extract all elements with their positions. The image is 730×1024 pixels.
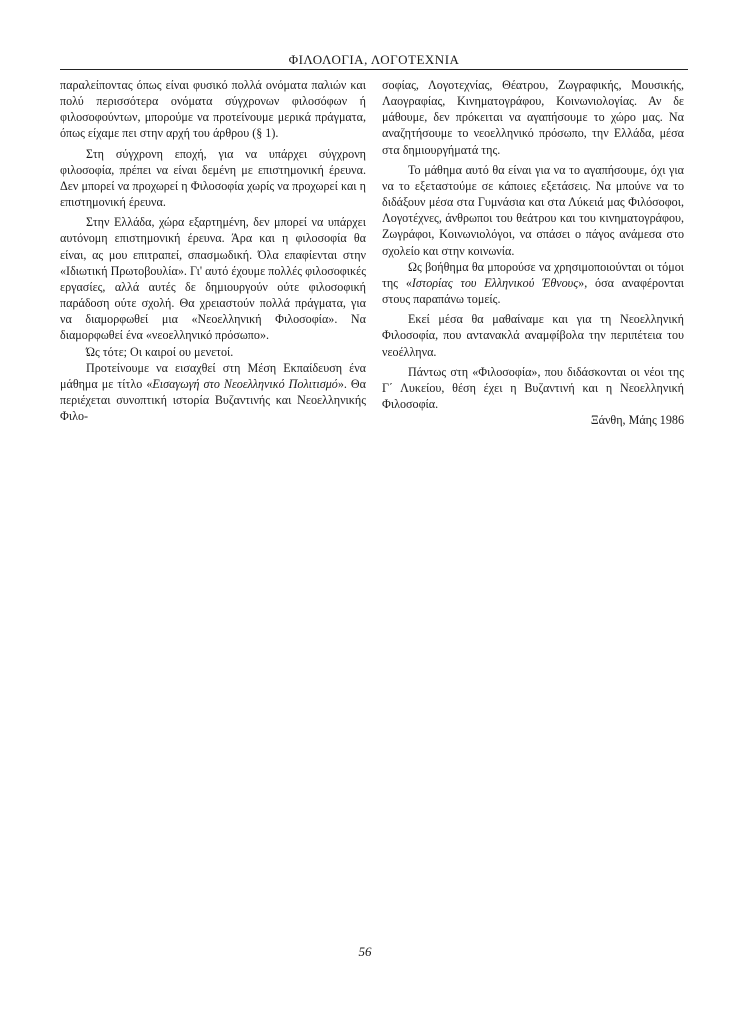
paragraph: Ώς τότε; Οι καιροί ου μενετοί. bbox=[86, 344, 234, 359]
text-run: », όσα αναφέρονται στους παραπάνω τομείς. bbox=[382, 275, 684, 307]
paragraph: Εκεί μέσα θα μαθαίναμε και για τη Νεοελληνική Φιλοσοφία, που αντανακλά αναμφίβολα την περιπέτεια του νεοέλληνα. bbox=[382, 312, 684, 359]
paragraph: Στη σύγχρονη εποχή, για να υπάρχει σύγχρονη φιλοσοφία, πρέπει να είναι δεμένη με επιστημονική έρευνα. Δεν μπορεί να προχωρεί η Φιλοσοφία χωρίς να προχωρεί και η επιστημονική έρευνα. bbox=[60, 146, 366, 210]
paragraph: παραλείποντας όπως είναι φυσικό πολλά ονόματα παλιών και πολύ περισσότερα ονόματα σύγχρονων φιλοσόφων ή φιλοσοφούντων, μπορούμε να προτείνουμε μερικά πράγματα, όπως είχαμε πει στην αρχή του άρθρου (§ 1). bbox=[60, 78, 366, 141]
paragraph bbox=[60, 360, 366, 425]
paragraph bbox=[382, 259, 684, 307]
italic-title: Εισαγωγή στο Νεοελληνικό Πολιτισμό bbox=[152, 376, 338, 391]
paragraph: σοφίας, Λογοτεχνίας, Θέατρου, Ζωγραφικής, Μουσικής, Λαογραφίας, Κινηματογράφου, Κοινωνιολογίας. Αν δε μάθουμε, δεν πρόκειται να αγαπήσουμε το χώρο μας. Να αναζητήσουμε το νεοελληνικό πρόσωπο, την Ελλάδα, μέσα στα δημιουργήματά της. bbox=[382, 78, 684, 157]
page-number: 56 bbox=[358, 944, 372, 959]
paragraph: Στην Ελλάδα, χώρα εξαρτημένη, δεν μπορεί να υπάρχει αυτόνομη επιστημονική έρευνα. Άρα και η φιλοσοφία θα είναι, ας μου επιτραπεί, σπασμωδική. Όλα επαφίενται στην «Ιδιωτική Πρωτοβουλία». Γι' αυτό έχουμε πολλές φιλοσοφικές εργασίες, αλλά αυτές δε δημιουργούν ούτε φιλοσοφική παράδοση ούτε σχολή. Θα χρειαστούν πολλά πράγματα, για να διαμορφωθεί μια «Νεοελληνική Φιλοσοφία». Να διαμορφωθεί ένα «νεοελληνικό πρόσωπο». bbox=[60, 215, 366, 343]
paragraph: Το μάθημα αυτό θα είναι για να το αγαπήσουμε, όχι για να το εξεταστούμε σε κάποιες εξετάσεις. Να μπούνε να το διδάξουν μέσα στα Γυμνάσια και στα Λύκειά μας Φιλόσοφοι, Λογοτέχνες, άνθρωποι του θεάτρου και του κινηματογράφου, Ζωγράφοι, Κοινωνιολόγοι, να σπάσει ο πάγος ανάμεσα στο σχολείο και στην κοινωνία. bbox=[382, 162, 684, 258]
running-header: ΦΙΛΟΛΟΓΙΑ, ΛΟΓΟΤΕΧΝΙΑ bbox=[288, 52, 460, 67]
text-run: Ως βοήθημα θα μπορούσε να χρησιμοποιούνται οι τόμοι της « bbox=[382, 259, 684, 290]
signoff: Ξάνθη, Μάης 1986 bbox=[590, 413, 684, 428]
text-run: ». Θα περιέχεται συνοπτική ιστορία Βυζαντινής και Νεοελληνικής Φιλο- bbox=[60, 376, 366, 424]
text-run: Προτείνουμε να εισαχθεί στη Μέση Εκπαίδευση ένα μάθημα με τίτλο « bbox=[60, 360, 366, 391]
header-rule bbox=[60, 69, 688, 70]
italic-title: Ιστορίας του Ελληνικού Έθνους bbox=[411, 275, 579, 290]
paragraph: Πάντως στη «Φιλοσοφία», που διδάσκονται οι νέοι της Γ΄ Λυκείου, θέση έχει η Βυζαντινή και η Νεοελληνική Φιλοσοφία. bbox=[382, 364, 684, 411]
left-column bbox=[60, 77, 366, 424]
right-column bbox=[382, 77, 684, 428]
